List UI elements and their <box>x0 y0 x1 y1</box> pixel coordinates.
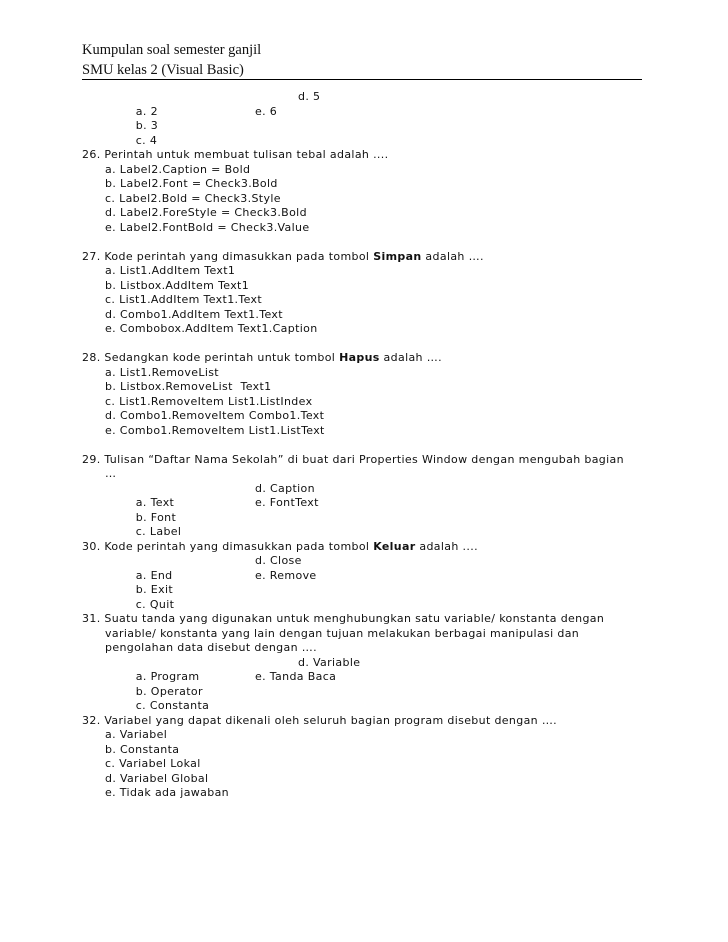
option-d: d. Combo1.AddItem Text1.Text <box>105 307 283 321</box>
option-a: a. End <box>135 568 173 582</box>
option-c: c. Constanta <box>135 699 210 712</box>
option-c: c. List1.AddItem Text1.Text <box>105 293 263 306</box>
stem-text-end: adalah …. <box>421 249 484 263</box>
option-d: d. Label2.ForeStyle = Check3.Bold <box>105 206 307 219</box>
header-title: Kumpulan soal semester ganjil <box>82 42 262 58</box>
stem-bold-term: Simpan <box>373 249 422 263</box>
option-c: c. 4 <box>135 133 158 147</box>
question-stem: 29. Tulisan “Daftar Nama Sekolah” di buat dari Properties Window dengan mengubah bagian <box>82 452 624 466</box>
page-header <box>82 40 642 80</box>
previous-question-options <box>82 90 652 147</box>
option-e: e. Tidak ada jawaban <box>105 786 229 799</box>
question-30 <box>82 539 652 611</box>
question-stem-line2: variable/ konstanta yang lain dengan tujuan melakukan berbagai manipulasi dan <box>105 626 580 640</box>
option-a: a. List1.RemoveList <box>105 365 219 379</box>
option-b: b. Label2.Font = Check3.Bold <box>105 177 278 190</box>
question-stem-line3: pengolahan data disebut dengan …. <box>105 641 317 654</box>
option-d: d. Variabel Global <box>105 771 209 785</box>
option-b: b. Listbox.AddItem Text1 <box>105 278 250 292</box>
option-d: d. Variable <box>298 655 361 669</box>
question-29 <box>82 452 652 538</box>
stem-text: 30. Kode perintah yang dimasukkan pada tombol <box>82 539 374 553</box>
option-e: e. FontText <box>255 496 319 509</box>
option-b: b. 3 <box>135 119 159 132</box>
option-a: a. List1.AddItem Text1 <box>105 264 236 277</box>
option-d: d. 5 <box>298 90 321 103</box>
option-d: d. Caption <box>255 481 315 495</box>
option-b: b. Exit <box>135 583 174 596</box>
question-31 <box>82 612 652 712</box>
question-32 <box>82 714 652 801</box>
question-26 <box>82 148 652 235</box>
question-28 <box>82 351 652 438</box>
question-stem: 26. Perintah untuk membuat tulisan tebal adalah .... <box>82 148 389 161</box>
stem-text-end: adalah …. <box>379 351 442 364</box>
option-b: b. Constanta <box>105 742 180 756</box>
option-e: e. Remove <box>255 568 317 582</box>
stem-text: 28. Sedangkan kode perintah untuk tombol <box>82 351 340 364</box>
option-e: e. Tanda Baca <box>255 670 337 683</box>
option-b: b. Font <box>135 510 177 524</box>
stem-text-end: adalah .... <box>415 539 478 553</box>
option-e: e. Combobox.AddItem Text1.Caption <box>105 322 318 335</box>
question-27 <box>82 250 652 337</box>
option-e: e. Combo1.RemoveItem List1.ListText <box>105 423 325 437</box>
option-a: a. Text <box>135 496 175 509</box>
stem-bold-term: Keluar <box>373 539 416 553</box>
question-stem <box>82 250 652 265</box>
option-d: d. Combo1.RemoveItem Combo1.Text <box>105 409 325 422</box>
option-a: a. Label2.Caption = Bold <box>105 162 251 176</box>
option-a: a. Program <box>135 670 200 683</box>
option-c: c. Quit <box>135 597 175 611</box>
option-b: b. Listbox.RemoveList Text1 <box>105 380 272 393</box>
option-c: c. Label <box>135 525 182 538</box>
question-stem <box>82 540 652 555</box>
option-e: e. 6 <box>255 104 278 118</box>
question-stem-continued: … <box>105 467 117 480</box>
question-stem <box>82 351 652 366</box>
option-e: e. Label2.FontBold = Check3.Value <box>105 220 310 234</box>
option-b: b. Operator <box>135 684 203 698</box>
option-a: a. 2 <box>135 104 158 118</box>
option-c: c. List1.RemoveItem List1.ListIndex <box>105 394 313 408</box>
header-subtitle: SMU kelas 2 (Visual Basic) <box>82 62 244 78</box>
stem-bold-term: Hapus <box>339 351 380 364</box>
stem-text: 27. Kode perintah yang dimasukkan pada tombol <box>82 249 374 263</box>
question-stem: 31. Suatu tanda yang digunakan untuk menghubungkan satu variable/ konstanta dengan <box>82 612 605 625</box>
question-stem: 32. Variabel yang dapat dikenali oleh seluruh bagian program disebut dengan …. <box>82 713 558 727</box>
question-list <box>82 90 652 801</box>
option-a: a. Variabel <box>105 728 168 741</box>
header-divider <box>82 79 642 80</box>
option-d: d. Close <box>255 554 302 567</box>
option-c: c. Variabel Lokal <box>105 757 201 770</box>
option-c: c. Label2.Bold = Check3.Style <box>105 191 281 205</box>
